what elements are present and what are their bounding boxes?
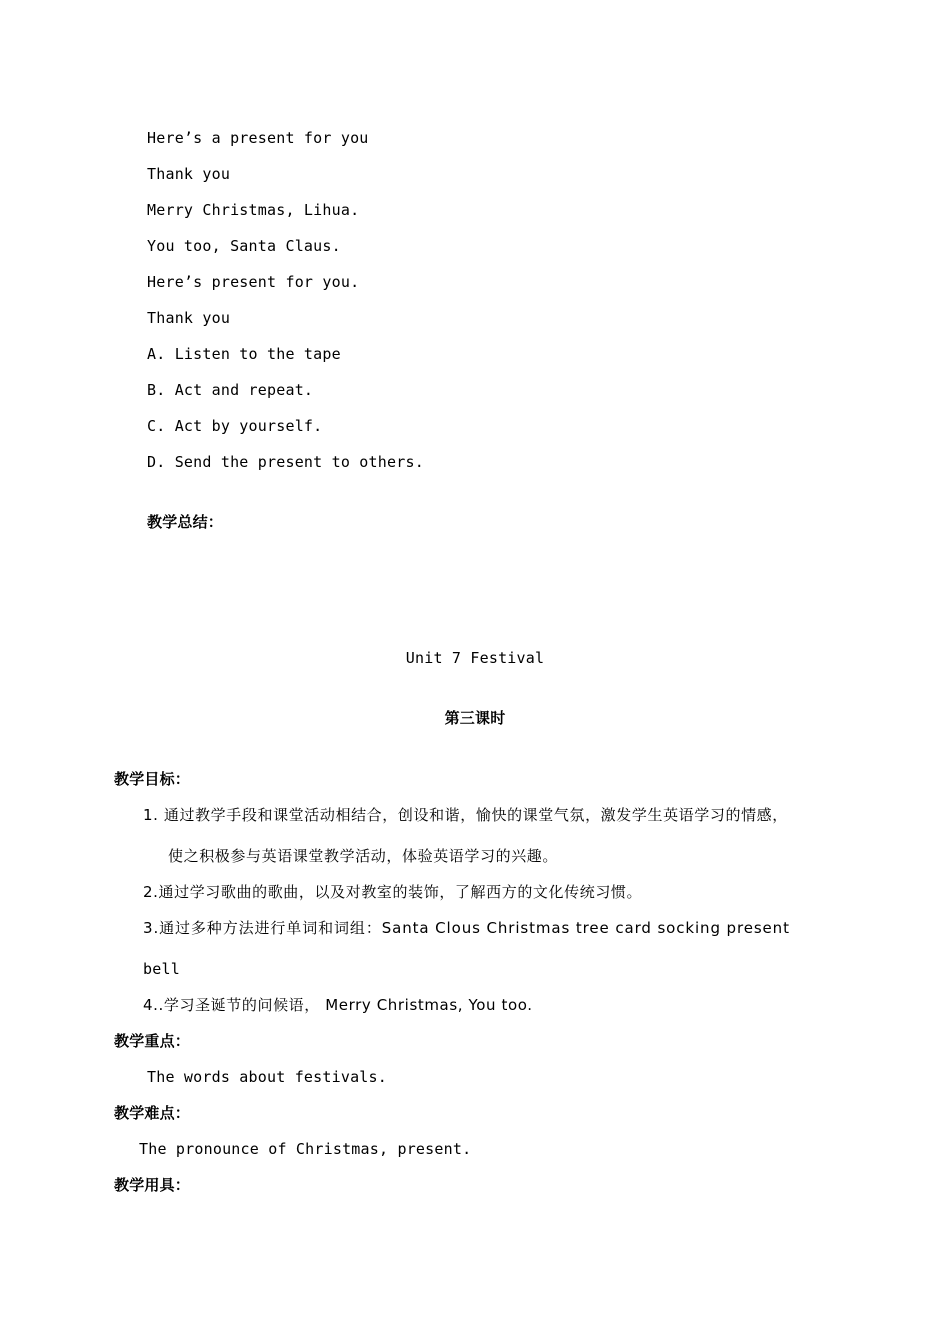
objective-item: 2.通过学习歌曲的歌曲，以及对教室的装饰，了解西方的文化传统习惯。 bbox=[143, 883, 643, 901]
dialogue-line: You too, Santa Claus. bbox=[147, 237, 341, 255]
step-item: B. Act and repeat. bbox=[147, 381, 314, 399]
step-item: D. Send the present to others. bbox=[147, 453, 424, 471]
objective-item-continued: 使之积极参与英语课堂教学活动，体验英语学习的兴趣。 bbox=[168, 847, 559, 865]
dialogue-line: Thank you bbox=[147, 309, 231, 327]
dialogue-line: Thank you bbox=[147, 165, 231, 183]
objectives-heading: 教学目标： bbox=[114, 770, 191, 788]
difficulties-heading: 教学难点： bbox=[114, 1104, 191, 1122]
objective-item-continued: bell bbox=[143, 960, 180, 978]
tools-heading: 教学用具： bbox=[114, 1176, 191, 1194]
dialogue-line: Here’s present for you. bbox=[147, 273, 360, 291]
dialogue-line: Merry Christmas, Lihua. bbox=[147, 201, 360, 219]
difficulties-text: The pronounce of Christmas, present. bbox=[139, 1140, 472, 1158]
key-points-text: The words about festivals. bbox=[147, 1068, 387, 1086]
summary-heading: 教学总结： bbox=[147, 513, 224, 531]
step-item: C. Act by yourself. bbox=[147, 417, 323, 435]
step-item: A. Listen to the tape bbox=[147, 345, 341, 363]
objective-item: 1. 通过教学手段和课堂活动相结合，创设和谐，愉快的课堂气氛，激发学生英语学习的情感， bbox=[143, 806, 788, 824]
objective-item: 4..学习圣诞节的问候语， Merry Christmas, You too. bbox=[143, 996, 533, 1014]
key-points-heading: 教学重点： bbox=[114, 1032, 191, 1050]
dialogue-line: Here’s a present for you bbox=[147, 129, 369, 147]
lesson-title: 第三课时 bbox=[444, 709, 506, 727]
objective-item: 3.通过多种方法进行单词和词组：Santa Clous Christmas tree card socking present bbox=[143, 919, 790, 937]
unit-title: Unit 7 Festival bbox=[405, 649, 545, 667]
